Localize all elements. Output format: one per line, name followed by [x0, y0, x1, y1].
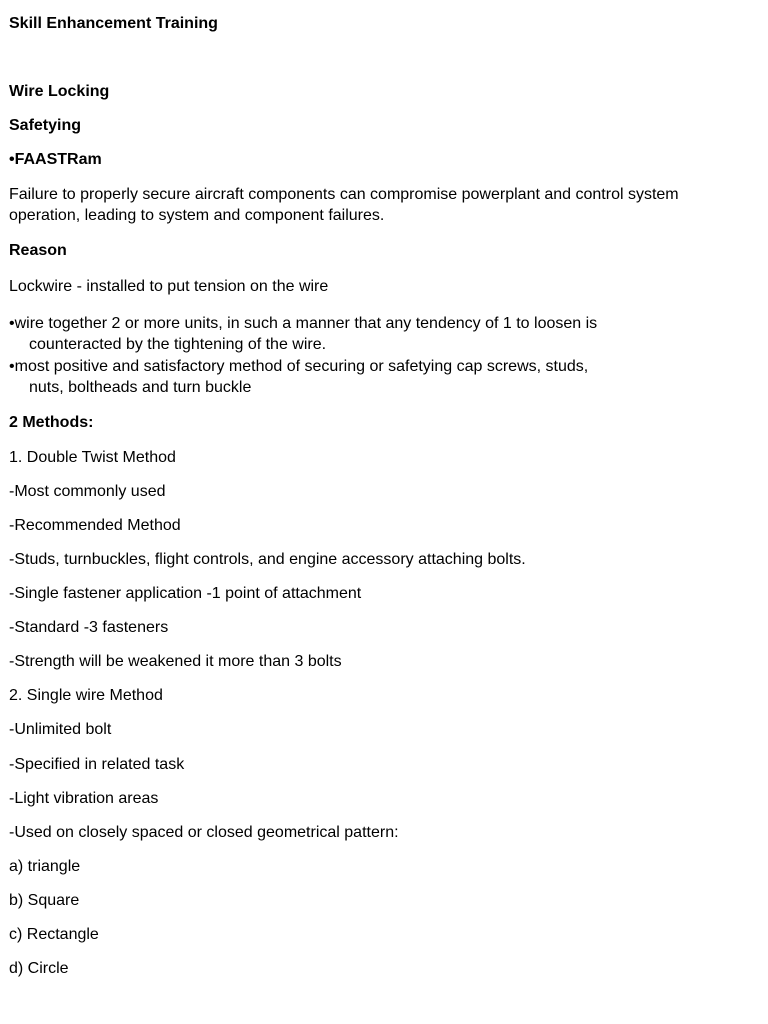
bullet-text: wire together 2 or more units, in such a manner that any tendency of 1 to loosen is: [14, 315, 598, 332]
list-item: -Recommended Method: [9, 517, 181, 534]
list-item: -Specified in related task: [9, 756, 185, 773]
list-item: -Strength will be weakened it more than 3 bolts: [9, 653, 342, 670]
list-item: -Used on closely spaced or closed geometrical pattern:: [9, 824, 399, 841]
list-item: d) Circle: [9, 960, 69, 977]
heading-faastram: •FAASTRam: [9, 151, 102, 168]
document-title: Skill Enhancement Training: [9, 15, 218, 32]
heading-methods: 2 Methods:: [9, 414, 94, 431]
bullet-text: most positive and satisfactory method of securing or safetying cap screws, studs,: [14, 358, 589, 375]
bullet-mark: •: [9, 315, 15, 332]
heading-safetying: Safetying: [9, 117, 82, 134]
list-item: 2. Single wire Method: [9, 687, 163, 704]
lockwire-line: Lockwire - installed to put tension on the wire: [9, 278, 329, 295]
list-item: -Standard -3 fasteners: [9, 619, 169, 636]
bullet-item: [9, 313, 754, 355]
list-item: -Studs, turnbuckles, flight controls, and engine accessory attaching bolts.: [9, 551, 526, 568]
list-item: -Most commonly used: [9, 483, 166, 500]
bullet-continuation: nuts, boltheads and turn buckle: [29, 379, 252, 396]
list-item: b) Square: [9, 892, 80, 909]
intro-paragraph: Failure to properly secure aircraft components can compromise powerplant and control system operation, leading to system and component failures.: [9, 186, 679, 224]
list-item: a) triangle: [9, 858, 81, 875]
heading-wire-locking: Wire Locking: [9, 83, 110, 100]
list-item: -Single fastener application -1 point of attachment: [9, 585, 362, 602]
list-item: c) Rectangle: [9, 926, 99, 943]
list-item: -Light vibration areas: [9, 790, 159, 807]
bullet-continuation: counteracted by the tightening of the wire.: [29, 336, 327, 353]
heading-reason: Reason: [9, 242, 67, 259]
bullet-item: [9, 356, 754, 398]
list-item: 1. Double Twist Method: [9, 449, 176, 466]
list-item: -Unlimited bolt: [9, 721, 112, 738]
bullet-mark: •: [9, 358, 15, 375]
